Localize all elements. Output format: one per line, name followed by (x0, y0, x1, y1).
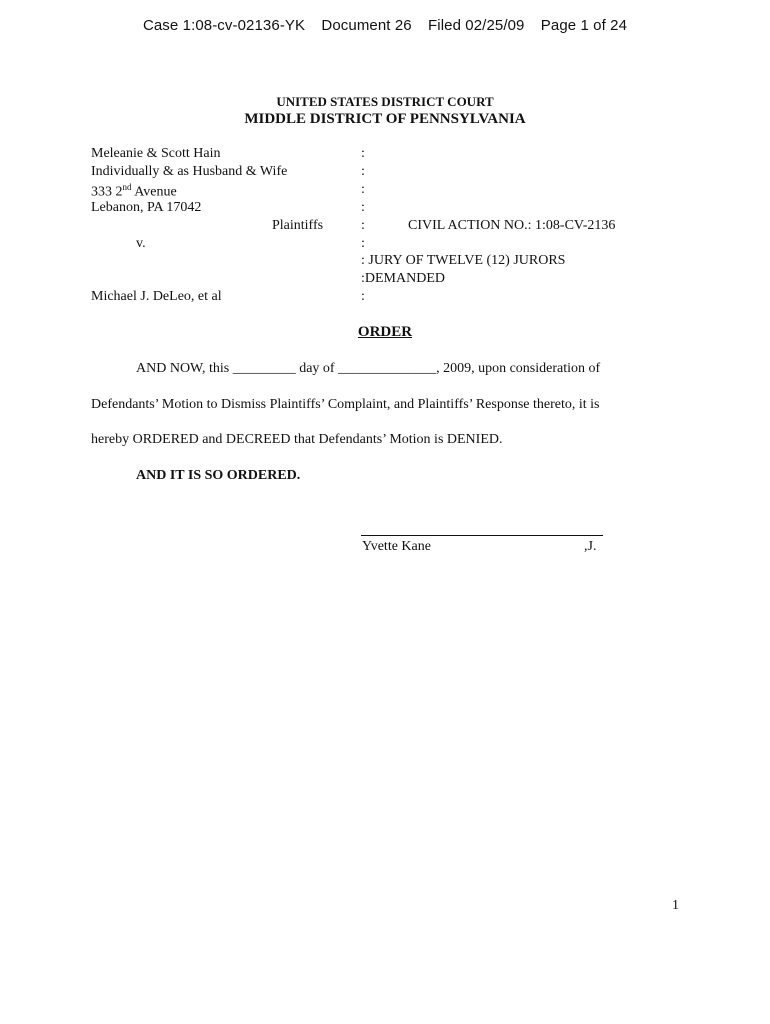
address-number: 333 2 (91, 184, 123, 200)
plaintiff-name: Meleanie & Scott Hain (91, 146, 221, 161)
order-paragraph-line2: Defendants’ Motion to Dismiss Plaintiffs’ Complaint, and Plaintiffs’ Response thereto, it is (91, 397, 600, 412)
court-name: UNITED STATES DISTRICT COURT (276, 94, 494, 109)
civil-action-number: CIVIL ACTION NO.: 1:08-CV-2136 (408, 218, 616, 233)
jury-demand-line2: :DEMANDED (361, 271, 445, 286)
header-filed-date: Filed 02/25/09 (428, 17, 525, 34)
address-ordinal: nd (122, 182, 132, 192)
header-page-count: Page 1 of 24 (540, 17, 628, 34)
header-document-number: Document 26 (321, 17, 412, 34)
caption-colon: : (361, 146, 365, 161)
page-number: 1 (672, 898, 679, 913)
order-paragraph-line1: AND NOW, this _________ day of ______________, 2009, upon consideration of (136, 361, 601, 376)
defendant-name: Michael J. DeLeo, et al (91, 289, 222, 304)
caption-colon: : (361, 218, 365, 233)
caption-colon: : (361, 164, 365, 179)
judge-name: Yvette Kane (362, 539, 431, 554)
caption-colon: : (361, 200, 365, 215)
so-ordered-statement: AND IT IS SO ORDERED. (136, 468, 301, 483)
plaintiffs-label: Plaintiffs (272, 218, 324, 233)
plaintiff-address-street (91, 182, 177, 201)
caption-colon: : (361, 236, 365, 251)
order-paragraph-line3: hereby ORDERED and DECREED that Defendants’ Motion is DENIED. (91, 432, 503, 447)
order-title: ORDER (357, 324, 413, 340)
jury-demand-line1: : JURY OF TWELVE (12) JURORS (361, 253, 566, 268)
judge-suffix: ,J. (584, 539, 597, 554)
plaintiff-capacity: Individually & as Husband & Wife (91, 164, 288, 179)
address-street-name: Avenue (131, 184, 177, 200)
versus-label: v. (136, 236, 146, 251)
caption-colon: : (361, 182, 365, 197)
document-header (0, 17, 770, 34)
signature-line (361, 535, 603, 536)
header-case-number: Case 1:08-cv-02136-YK (142, 17, 306, 34)
plaintiff-address-city: Lebanon, PA 17042 (91, 200, 202, 215)
caption-colon: : (361, 289, 365, 304)
court-district: MIDDLE DISTRICT OF PENNSYLVANIA (244, 111, 526, 127)
